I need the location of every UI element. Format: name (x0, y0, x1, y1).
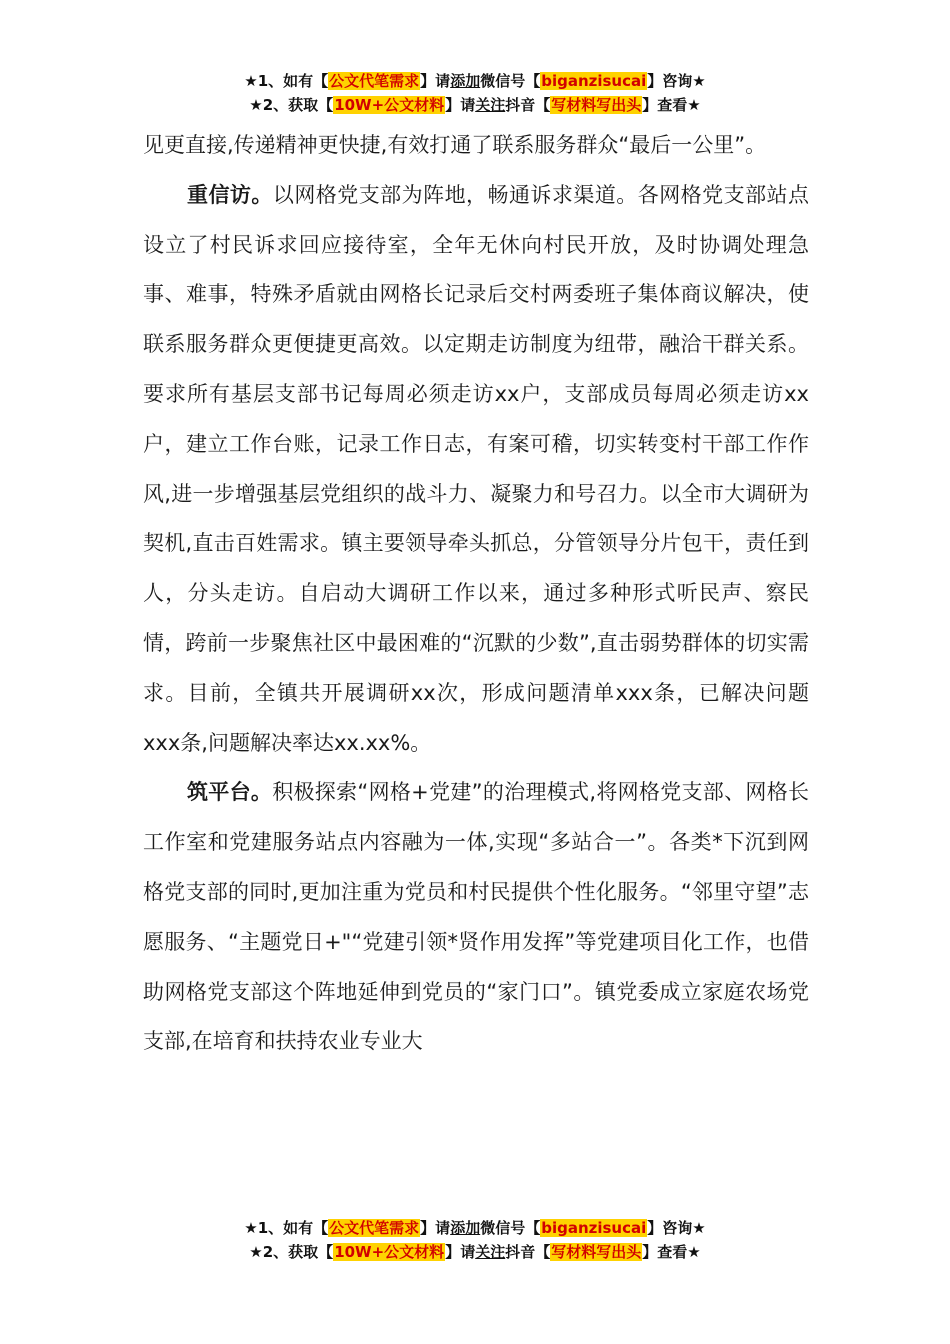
promo-text: 抖音【 (505, 1243, 551, 1261)
promo-underlined: 添加 (450, 72, 481, 90)
paragraph-text: 积极探索“网格+党建”的治理模式,将网格党支部、网格长工作室和党建服务站点内容融为一体,实现“多站合一”。各类*下沉到网格党支部的同时,更加注重为党员和村民提供个性化服务。“邻里守望”志愿服务、“主题党日+"“党建引领*贤作用发挥”等党建项目化工作，也借助网格党支部这个阵地延伸到党员的“家门口”。镇党委成立家庭农场党支部,在培育和扶持农业专业大 (143, 780, 810, 1054)
promo-line-1 (0, 69, 950, 93)
promo-highlight: 10W+公文材料 (334, 1243, 445, 1261)
promo-text: 】查看★ (642, 96, 701, 114)
paragraph-pingtai (143, 768, 809, 1067)
paragraph-lead-heading: 筑平台。 (187, 780, 273, 805)
promo-text: 微信号【 (480, 1219, 541, 1237)
promo-highlight: 10W+公文材料 (334, 96, 445, 114)
promo-highlight-wechat-id: biganzisucai (541, 72, 647, 90)
promo-text: ★2、获取【 (249, 1243, 334, 1261)
promo-text: 】请 (445, 96, 476, 114)
promo-highlight-douyin-id: 写材料写出头 (551, 1243, 642, 1261)
promo-text: 微信号【 (480, 72, 541, 90)
footer-promo-banner (0, 1216, 950, 1264)
paragraph-text: 以网格党支部为阵地，畅通诉求渠道。各网格党支部站点设立了村民诉求回应接待室，全年无休向村民开放，及时协调处理急事、难事，特殊矛盾就由网格长记录后交村两委班子集体商议解决，使联系服务群众更便捷更高效。以定期走访制度为纽带，融洽干群关系。要求所有基层支部书记每周必须走访xx户，支部成员每周必须走访xx户，建立工作台账，记录工作日志，有案可稽，切实转变村干部工作作风,进一步增强基层党组织的战斗力、凝聚力和号召力。以全市大调研为契机,直击百姓需求。镇主要领导牵头抓总，分管领导分片包干，责任到人，分头走访。自启动大调研工作以来，通过多种形式听民声、察民情，跨前一步聚焦社区中最困难的“沉默的少数”,直击弱势群体的切实需求。目前，全镇共开展调研xx次，形成问题清单xxx条，已解决问题xxx条,问题解决率达xx.xx%。 (143, 182, 809, 755)
promo-line-1 (0, 1216, 950, 1240)
promo-text: ★1、如有【 (244, 1219, 329, 1237)
promo-highlight-douyin-id: 写材料写出头 (551, 96, 642, 114)
promo-text: 】查看★ (642, 1243, 701, 1261)
header-promo-banner (0, 69, 950, 117)
promo-highlight: 公文代笔需求 (329, 72, 420, 90)
paragraph-xinfang (143, 171, 809, 769)
promo-underlined: 关注 (475, 96, 506, 114)
promo-text: 抖音【 (505, 96, 551, 114)
paragraph-lead-heading: 重信访。 (187, 182, 273, 207)
promo-underlined: 关注 (475, 1243, 506, 1261)
promo-line-2 (0, 93, 950, 117)
promo-highlight-wechat-id: biganzisucai (541, 1219, 647, 1237)
promo-text: 】咨询★ (647, 72, 706, 90)
promo-text: 】请 (445, 1243, 476, 1261)
promo-highlight: 公文代笔需求 (329, 1219, 420, 1237)
promo-text: 】请 (420, 72, 451, 90)
promo-text: 】咨询★ (647, 1219, 706, 1237)
promo-text: 】请 (420, 1219, 451, 1237)
promo-text: ★2、获取【 (249, 96, 334, 114)
promo-text: ★1、如有【 (244, 72, 329, 90)
promo-line-2 (0, 1240, 950, 1264)
paragraph-continuation: 见更直接,传递精神更快捷,有效打通了联系服务群众“最后一公里”。 (143, 133, 767, 157)
promo-underlined: 添加 (450, 1219, 481, 1237)
document-body (143, 121, 809, 1067)
